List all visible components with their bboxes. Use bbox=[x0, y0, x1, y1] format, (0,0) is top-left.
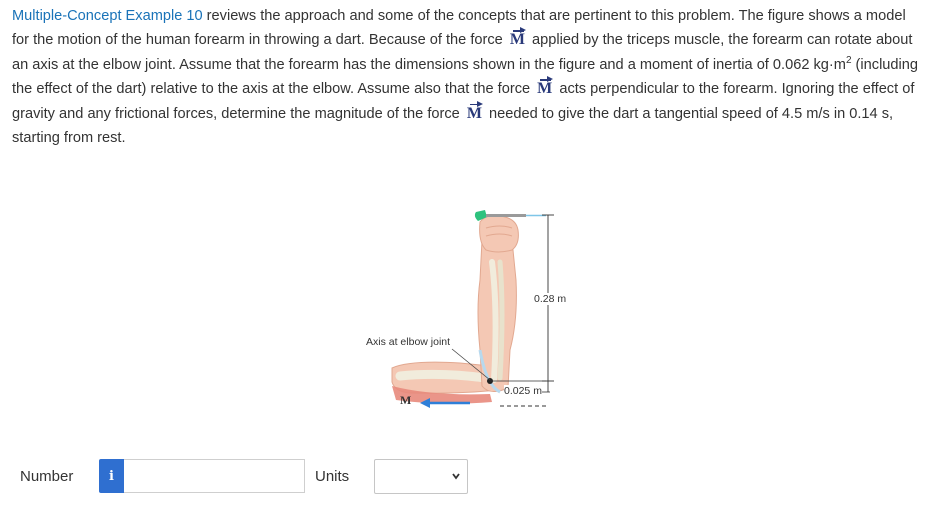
lever-label: 0.025 m bbox=[504, 385, 542, 397]
number-label: Number bbox=[20, 468, 74, 485]
forearm-diagram bbox=[340, 200, 600, 420]
axis-label: Axis at elbow joint bbox=[366, 336, 451, 348]
number-input[interactable] bbox=[124, 459, 305, 493]
chevron-down-icon bbox=[451, 469, 461, 483]
force-vector-symbol: M bbox=[534, 81, 555, 97]
force-vector-symbol: M bbox=[464, 106, 485, 122]
force-vector-symbol: M bbox=[507, 32, 528, 48]
forearm-figure bbox=[340, 200, 600, 420]
hand bbox=[480, 216, 519, 252]
units-label: Units bbox=[315, 468, 350, 485]
exponent: 2 bbox=[845, 54, 852, 66]
problem-text-2: applied by the triceps muscle, the forearm can rotate about an axis at the elbow joint. Assume that the forearm has the dimensions shown in the figure and a moment of inertia of 0.062 kg·m bbox=[12, 32, 913, 73]
length-label: 0.28 m bbox=[534, 293, 567, 305]
problem-statement bbox=[12, 4, 924, 150]
problem-text-5: needed to give the dart a tangential speed of 4.5 m/s in 0.14 s, starting from rest. bbox=[12, 105, 894, 147]
forearm bbox=[478, 238, 516, 392]
example-link[interactable]: Multiple-Concept Example 10 bbox=[12, 8, 203, 24]
force-label: M bbox=[400, 393, 412, 407]
problem-text-4: acts perpendicular to the forearm. Ignoring the effect of gravity and any frictional forces, determine the magnitude of the force bbox=[12, 81, 915, 122]
problem-text-3: (including the effect of the dart) relative to the axis at the elbow. Assume also that the force bbox=[12, 56, 919, 98]
problem-text-1: reviews the approach and some of the concepts that are pertinent to this problem. The figure shows a model for the motion of the human forearm in throwing a dart. Because of the force bbox=[12, 8, 906, 49]
answer-row bbox=[0, 459, 932, 493]
units-select[interactable] bbox=[374, 459, 468, 494]
info-icon[interactable]: i bbox=[99, 459, 124, 493]
